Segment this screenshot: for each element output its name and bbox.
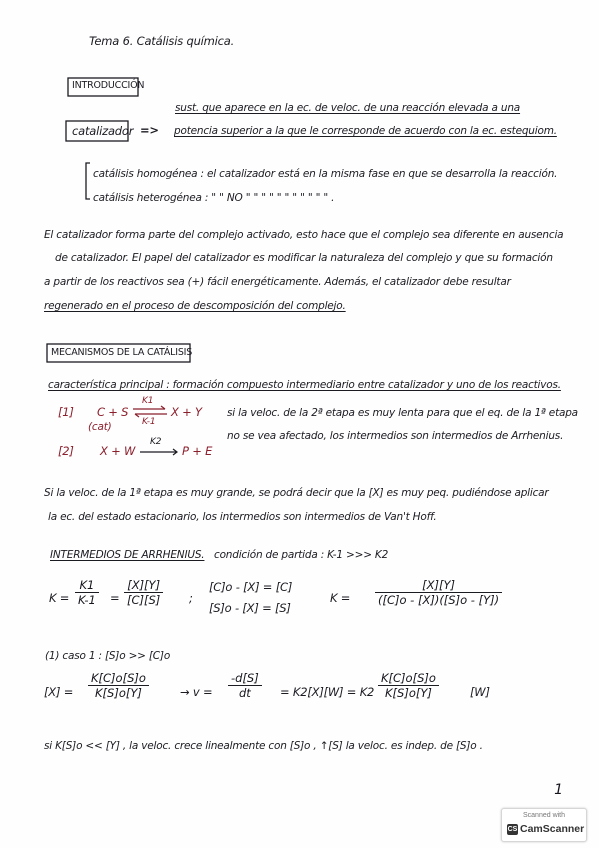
equilibrium-fraction [124,578,163,607]
case-1-line: (1) caso 1 : [S]o >> [C]o [45,650,171,662]
equilibrium-denominator: [C][S] [127,593,161,607]
note-line-1: si la veloc. de la 2ª etapa es muy lenta para que el eq. de la 1ª etapa [227,407,578,419]
k-ratio-fraction [75,578,99,607]
step1-left: C + S [97,405,129,419]
k1-numerator: K1 [75,578,99,593]
vanthoff-line-1: Si la veloc. de la 1ª etapa es muy grande, se podrá decir que la [X] es muy peq. pudiéndose aplicar [44,487,549,499]
paragraph-line-3: a partir de los reactivos sea (+) fácil energéticamente. Además, el catalizador debe resultar [44,276,511,288]
rate-frac-denominator: K[S]o[Y] [385,686,432,700]
step2-k2: K2 [150,437,162,447]
rate-expression: = K2[X][W] = K2 [280,685,375,699]
step2-arrow [140,449,177,455]
characteristic-line: característica principal : formación compuesto intermediario entre catalizador y uno de los reactivos. [48,379,561,391]
semicolon: ; [189,591,193,605]
step1-label: [1] [58,405,74,419]
paragraph-line-4: regenerado en el proceso de descomposición del complejo. [44,300,346,312]
step2-left: X + W [100,444,136,458]
step2-right: P + E [182,444,213,458]
rate-numerator: -d[S] [228,671,262,686]
types-bracket [86,163,90,199]
camscanner-brand: CamScanner [520,823,585,835]
page-title: Tema 6. Catálisis química. [89,34,235,48]
arrhenius-heading: INTERMEDIOS DE ARRHENIUS. [50,549,205,561]
mechanisms-heading: MECANISMOS DE LA CATÁLISIS [51,347,193,358]
definition-label: catalizador [72,124,134,138]
equilibrium-numerator: [X][Y] [124,578,163,593]
k-label-2: K = [330,591,351,605]
balance-s: [S]o - [X] = [S] [209,601,291,615]
full-k-fraction [375,578,502,607]
scanned-with-text: Scanned with [522,812,566,819]
x-fraction [88,671,149,700]
paragraph-line-1: El catalizador forma parte del complejo activado, esto hace que el complejo sea diferente en ausencia [44,229,564,241]
x-numerator: K[C]o[S]o [88,671,149,686]
type-heterogeneous: catálisis heterogénea : " " NO " " " " " " " " " " " . [93,192,335,204]
paragraph-line-2: de catalizador. El papel del catalizador es modificar la naturaleza del complejo y que su formación [55,252,553,264]
camscanner-logo-icon: CS [507,826,518,833]
forward-arrow [133,406,165,409]
full-k-numerator: [X][Y] [375,578,502,593]
definition-line-top: sust. que aparece en la ec. de veloc. de una reacción elevada a una [175,102,521,114]
conclusion-line: si K[S]o << [Y] , la veloc. crece linealmente con [S]o , ↑[S] la veloc. es indep. de [S]o . [44,740,483,752]
rate-denominator: dt [238,686,251,700]
step1-cat: (cat) [88,421,112,433]
step1-right: X + Y [171,405,202,419]
rate-fraction [378,671,439,700]
definition-line-bottom: potencia superior a la que le corresponde de acuerdo con la ec. estequiom. [174,125,557,137]
rate-frac-numerator: K[C]o[S]o [378,671,439,686]
x-denominator: K[S]o[Y] [95,686,142,700]
k-1-denominator: K-1 [78,593,96,607]
arrhenius-condition: condición de partida : K-1 >>> K2 [214,549,389,561]
step2-label: [2] [58,444,74,458]
note-line-2: no se vea afectado, los intermedios son intermedios de Arrhenius. [227,430,564,442]
vanthoff-line-2: la ec. del estado estacionario, los intermedios son intermedios de Van't Hoff. [48,511,437,523]
balance-c: [C]o - [X] = [C] [209,580,293,594]
rate-arrow-v: → v = [180,685,213,699]
x-label: [X] = [44,685,74,699]
intro-heading: INTRODUCCIÓN [72,80,145,91]
rate-derivative-fraction [228,671,262,700]
k-label: K = [49,591,70,605]
w-concentration: [W] [470,685,490,699]
step1-k-1: K-1 [142,417,156,427]
type-homogeneous: catálisis homogénea : el catalizador está en la misma fase en que se desarrolla la reacción. [93,168,558,180]
page-number: 1 [554,782,563,798]
definition-arrow: => [140,123,159,137]
full-k-denominator: ([C]o - [X])([S]o - [Y]) [378,593,500,607]
camscanner-badge [501,808,587,842]
step1-k1: K1 [142,396,154,406]
equals-sign: = [110,591,120,605]
